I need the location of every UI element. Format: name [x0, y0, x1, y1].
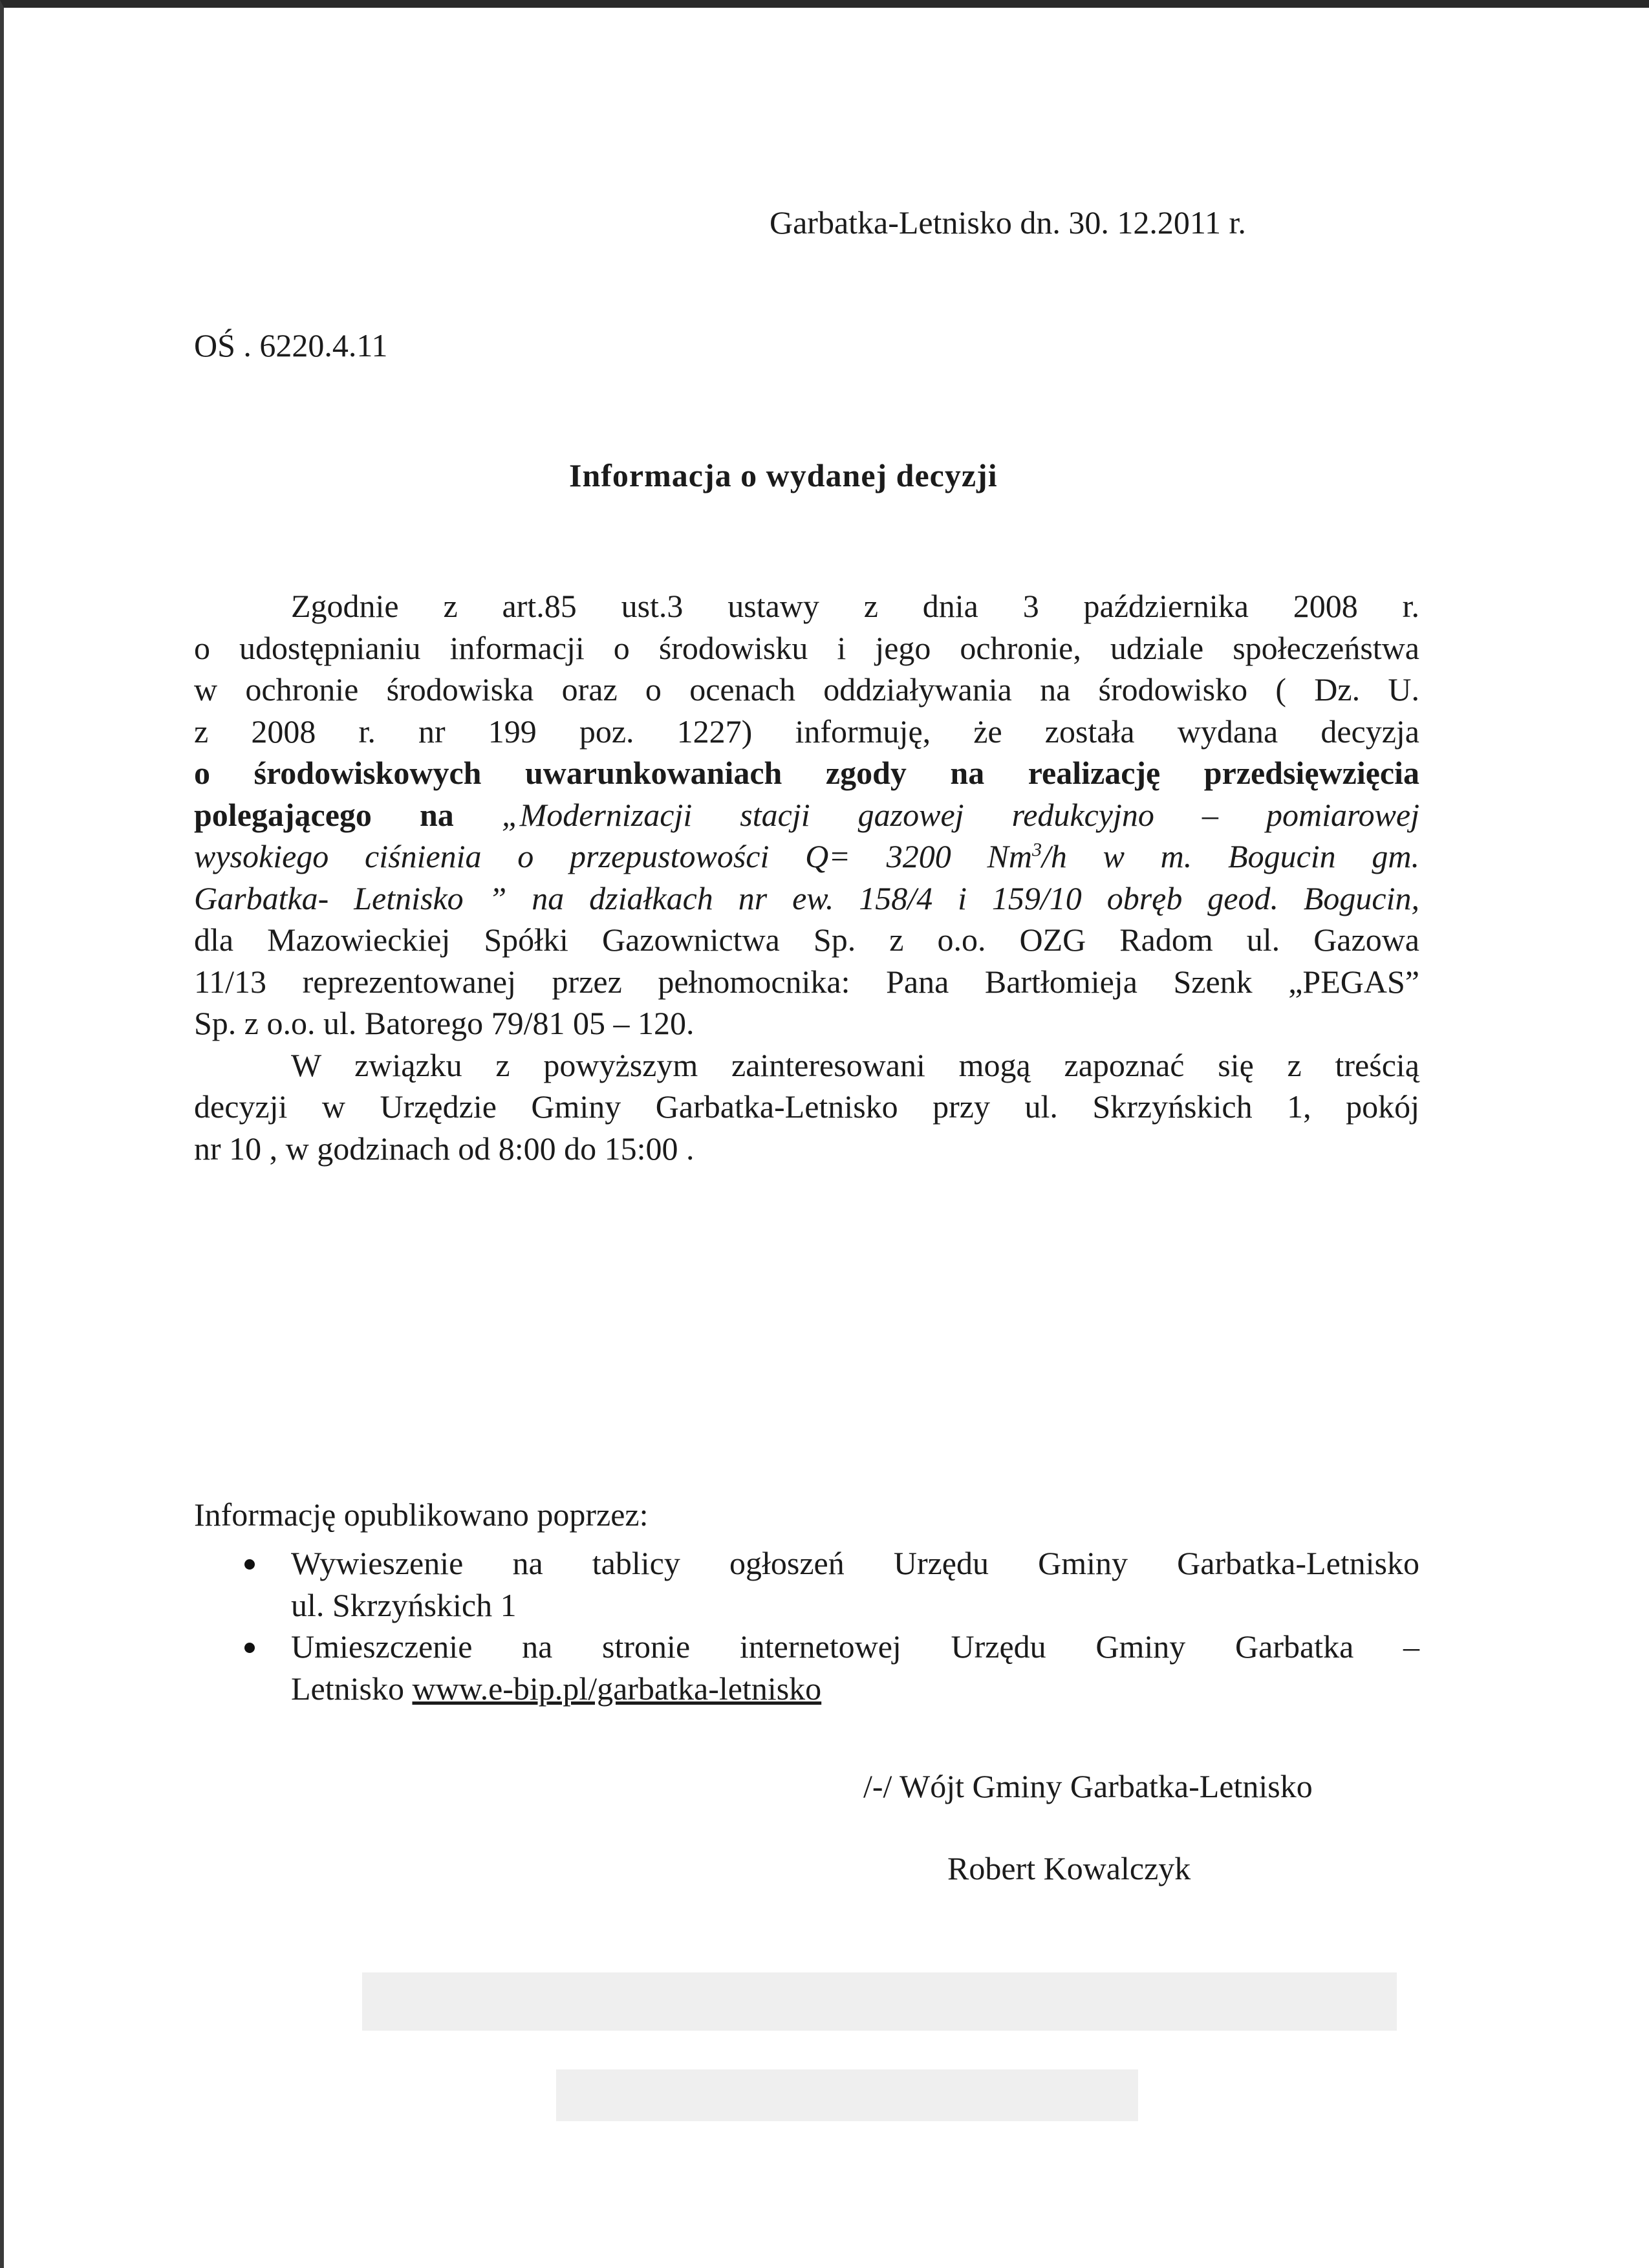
- body-line-mixed: [194, 794, 1419, 836]
- body-line: 11/13 reprezentowanej przez pełnomocnika: Pana Bartłomieja Szenk „PEGAS”: [194, 963, 1419, 1000]
- capacity-text: wysokiego ciśnienia o przepustowości Q= 3200 Nm: [194, 838, 1032, 874]
- publication-label: Informację opublikowano poprzez:: [194, 1496, 649, 1533]
- list-item-line: Wywieszenie na tablicy ogłoszeń Urzędu Gminy Garbatka-Letnisko: [291, 1545, 1419, 1581]
- body-line-bold: o środowiskowych uwarunkowaniach zgody na realizację przedsięwzięcia: [194, 755, 1419, 791]
- bullet-icon: [244, 1643, 255, 1653]
- document-title: Informacja o wydanej decyzji: [569, 457, 998, 493]
- list-item-line: Umieszczenie na stronie internetowej Urzędu Gminy Garbatka –: [291, 1628, 1419, 1665]
- body-line: decyzji w Urzędzie Gminy Garbatka-Letnisko przy ul. Skrzyńskich 1, pokój: [194, 1088, 1419, 1125]
- place-date: Garbatka-Letnisko dn. 30. 12.2011 r.: [770, 204, 1246, 241]
- show-through-artifact: [362, 1966, 1397, 2160]
- body-line: nr 10 , w godzinach od 8:00 do 15:00 .: [194, 1130, 695, 1167]
- project-name-part: „Modernizacji stacji gazowej redukcyjno – pomiarowej: [501, 796, 1420, 833]
- reference-number: OŚ . 6220.4.11: [194, 327, 388, 363]
- bip-link[interactable]: www.e-bip.pl/garbatka-letnisko: [412, 1670, 822, 1707]
- body-line: z 2008 r. nr 199 poz. 1227) informuję, że została wydana decyzja: [194, 713, 1419, 750]
- link-prefix: Letnisko: [291, 1670, 413, 1707]
- list-item-line: [291, 1668, 1419, 1710]
- list-item: [194, 1626, 1419, 1709]
- body-line: o udostępnianiu informacji o środowisku i jego ochronie, udziale społeczeństwa: [194, 629, 1419, 666]
- body-line: dla Mazowieckiej Spółki Gazownictwa Sp. z o.o. OZG Radom ul. Gazowa: [194, 922, 1419, 958]
- location-text: /h w m. Bogucin gm.: [1041, 838, 1420, 874]
- list-item: [194, 1542, 1419, 1626]
- body-line: Sp. z o.o. ul. Batorego 79/81 05 – 120.: [194, 1005, 695, 1041]
- decision-body: [194, 585, 1419, 1169]
- superscript: 3: [1031, 839, 1042, 861]
- signature-title: /-/ Wójt Gminy Garbatka-Letnisko: [863, 1768, 1313, 1804]
- signature-name: Robert Kowalczyk: [947, 1850, 1191, 1886]
- body-line: W związku z powyższym zainteresowani mogą zapoznać się z treścią: [291, 1046, 1419, 1083]
- body-line: Zgodnie z art.85 ust.3 ustawy z dnia 3 października 2008 r.: [291, 588, 1419, 624]
- body-line-italic: [194, 836, 1419, 878]
- body-line-italic: Garbatka- Letnisko ” na działkach nr ew. 158/4 i 159/10 obręb geod. Bogucin,: [194, 880, 1419, 916]
- body-line: w ochronie środowiska oraz o ocenach oddziaływania na środowisko ( Dz. U.: [194, 671, 1419, 707]
- bullet-icon: [244, 1559, 255, 1570]
- publication-list: [194, 1542, 1419, 1709]
- bold-phrase: polegającego na: [194, 796, 454, 833]
- list-item-line: ul. Skrzyńskich 1: [291, 1586, 517, 1623]
